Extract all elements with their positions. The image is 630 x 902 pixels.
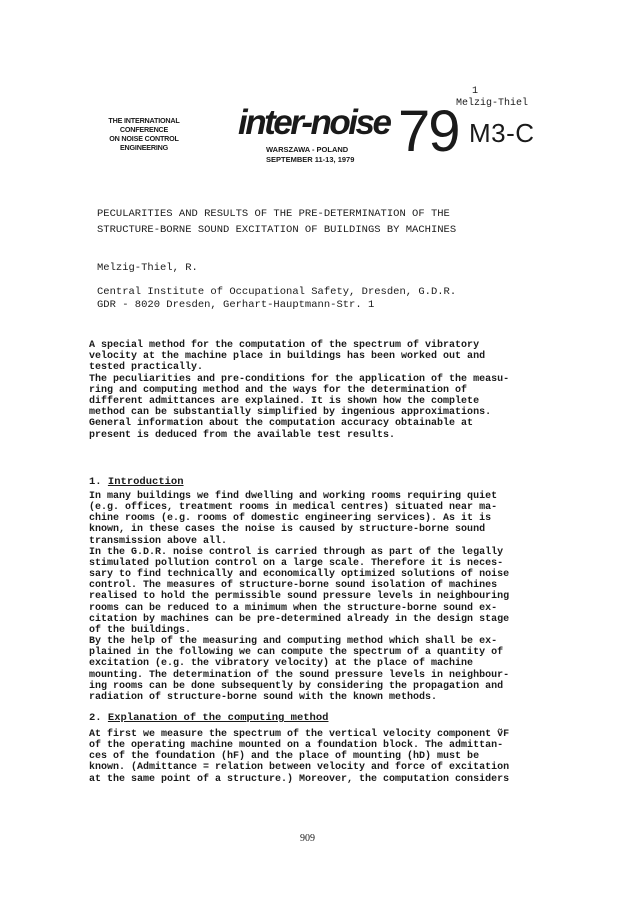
section-title: Introduction [107, 476, 184, 488]
abstract-text: A special method for the computation of the spectrum of vibratory velocity at the machine place in buildings has been worked out and tested practically. The peculiarities and pre-conditions for the application of the measu- ring and computing method and the ways for the determination of different admittances are explained. It is shown how the complete method can be substantially simplified by ingenious approximations. General information about the computation accuracy obtainable at present is deduced from the available test results. [89, 340, 510, 441]
section-2-body: At first we measure the spectrum of the vertical velocity component ṽF of the operating machine mounted on a foundation block. The admittan- ces of the foundation (hF) and the place of mounting (hD) must be known. (Admittance = relation between velocity and force of excitation at the same point of a structure.) Moreover, the computation considers [89, 729, 510, 785]
affiliation-line: Central Institute of Occupational Safety, Dresden, G.D.R. [97, 286, 457, 298]
session-code: M3-C [469, 118, 535, 148]
conference-name-line: ON NOISE CONTROL [109, 134, 179, 143]
title-line: PECULARITIES AND RESULTS OF THE PRE-DETERMINATION OF THE [97, 208, 450, 220]
conference-name-line: ENGINEERING [119, 143, 169, 152]
logo-location: WARSZAWA - POLAND [266, 145, 349, 154]
logo-year: 79 [398, 99, 459, 164]
conference-name-line: THE INTERNATIONAL [108, 116, 180, 125]
conference-name-line: CONFERENCE [119, 125, 169, 134]
section-title: Explanation of the computing method [107, 712, 329, 724]
section-1-body: In many buildings we find dwelling and working rooms requiring quiet (e.g. offices, treatment rooms in medical centres) situated near ma- chine rooms (e.g. rooms of domestic engineering services). As it is known, in these cases the noise is caused by structure-borne sound transmission above all. In the G.D.R. noise control is carried through as part of the legally stimulated pollution control on a large scale. Therefore it is neces- sary to find technically and economically optimized solutions of noise control. The measures of structure-borne sound isolation of machines realised to hold the permissible sound pressure levels in neighbouring rooms can be reduced to a minimum when the structure-borne sound ex- citation by machines can be pre-determined already in the design stage of the buildings. By the help of the measuring and computing method which shall be ex- plained in the following we can compute the spectrum of a quantity of excitation (e.g. the vibratory velocity) at the place of machine mounting. The determination of the sound pressure levels in neighbour- ing rooms can be done subsequently by considering the propagation and radiation of structure-borne sound with the known methods. [89, 491, 510, 703]
logo-text: inter-noise [238, 103, 390, 142]
section-2-heading [89, 712, 328, 724]
section-1-heading [89, 476, 184, 488]
logo-dates: SEPTEMBER 11-13, 1979 [266, 155, 355, 164]
paper-title [97, 206, 456, 238]
section-number: 1. [89, 476, 102, 488]
header-author-code: Melzig-Thiel [456, 98, 529, 109]
affiliation-line: GDR - 8020 Dresden, Gerhart-Hauptmann-Str. 1 [97, 299, 375, 311]
author-name: Melzig-Thiel, R. [97, 262, 198, 274]
section-number: 2. [89, 712, 102, 724]
affiliation [97, 286, 456, 312]
inter-noise-logo [238, 99, 459, 182]
header-page-number: 1 [472, 86, 479, 97]
title-line: STRUCTURE-BORNE SOUND EXCITATION OF BUILDINGS BY MACHINES [97, 224, 457, 236]
conference-name [94, 116, 194, 152]
footer-page-number: 909 [300, 833, 315, 844]
